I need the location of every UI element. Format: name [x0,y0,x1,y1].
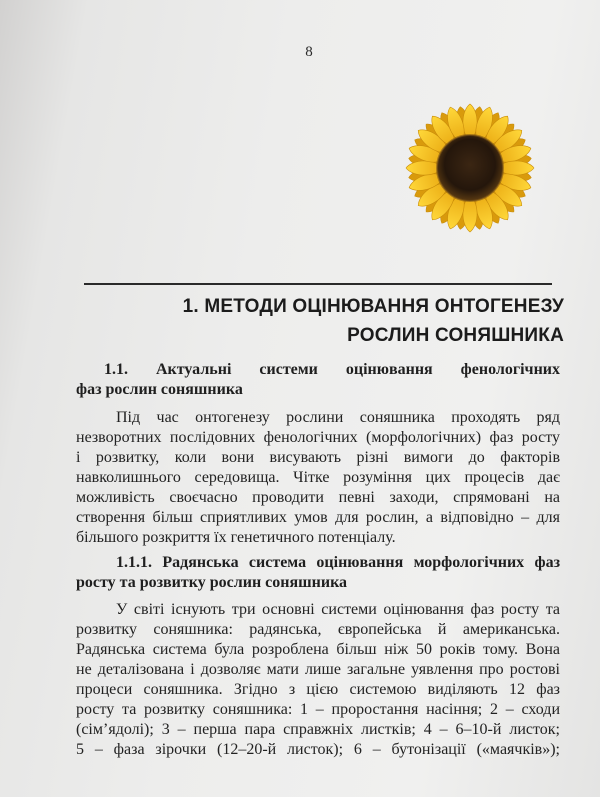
sunflower-image [392,98,544,238]
paragraph-line: 5 – фаза зірочки (12–20-й листок); 6 – бутонізації («маячків»); [76,741,560,758]
paragraph-line: росту та розвитку соняшника: 1 – проростання насіння; 2 – сходи [76,701,560,718]
paragraph-line: можливість своєчасно проводити певні заходи, спрямовані на [76,489,560,506]
paragraph-line: процеси соняшника. Згідно з цією системою виділяють 12 фаз [76,681,560,698]
paragraph-line: У світі існують три основні системи оцінювання фаз росту та [116,601,560,618]
paragraph-line: не деталізована і дозволяє мати лише загальне уявлення про ростові [76,661,560,678]
section-heading-line-1: 1.1.1. Радянська система оцінювання морфологічних фаз [116,554,560,571]
paragraph-line: створення більш сприятливих умов для рослин, а відповідно – для [76,509,560,526]
paragraph-line: розвитку соняшника: радянська, європейська й американська. [76,621,560,638]
paragraph-line: навколишнього середовища. Чітке розуміння цих процесів дає [76,469,560,486]
section-heading-line-1: 1.1. Актуальні системи оцінювання фенологічних [104,361,560,378]
paragraph-line: більшого розкриття їх генетичного потенціалу. [76,529,396,546]
paragraph-line: Під час онтогенезу рослини соняшника проходять ряд [116,409,560,426]
page-number: 8 [305,44,313,60]
paragraph-2 [76,600,560,760]
chapter-title-line-2: РОСЛИН СОНЯШНИКА [347,325,564,346]
paragraph-line: Радянська система була розроблена більш ніж 50 років тому. Вона [76,641,560,658]
chapter-title [84,292,564,350]
section-heading-line-2: росту та розвитку рослин соняшника [76,574,348,591]
chapter-divider [84,283,552,285]
paragraph-line: незворотних послідовних фенологічних (морфологічних) фаз росту [76,429,560,446]
section-heading-1-1-1 [76,553,560,593]
paragraph-1 [76,408,560,548]
chapter-title-line-1: 1. МЕТОДИ ОЦІНЮВАННЯ ОНТОГЕНЕЗУ [182,296,564,317]
paragraph-line: і розвитку, коли вони висувають різні вимоги до факторів [76,449,560,466]
section-heading-1-1 [76,360,560,400]
paragraph-line: (сім’ядолі); 3 – перша пара справжніх листків; 4 – 6–10-й листок; [76,721,560,738]
section-heading-line-2: фаз рослин соняшника [76,381,243,398]
